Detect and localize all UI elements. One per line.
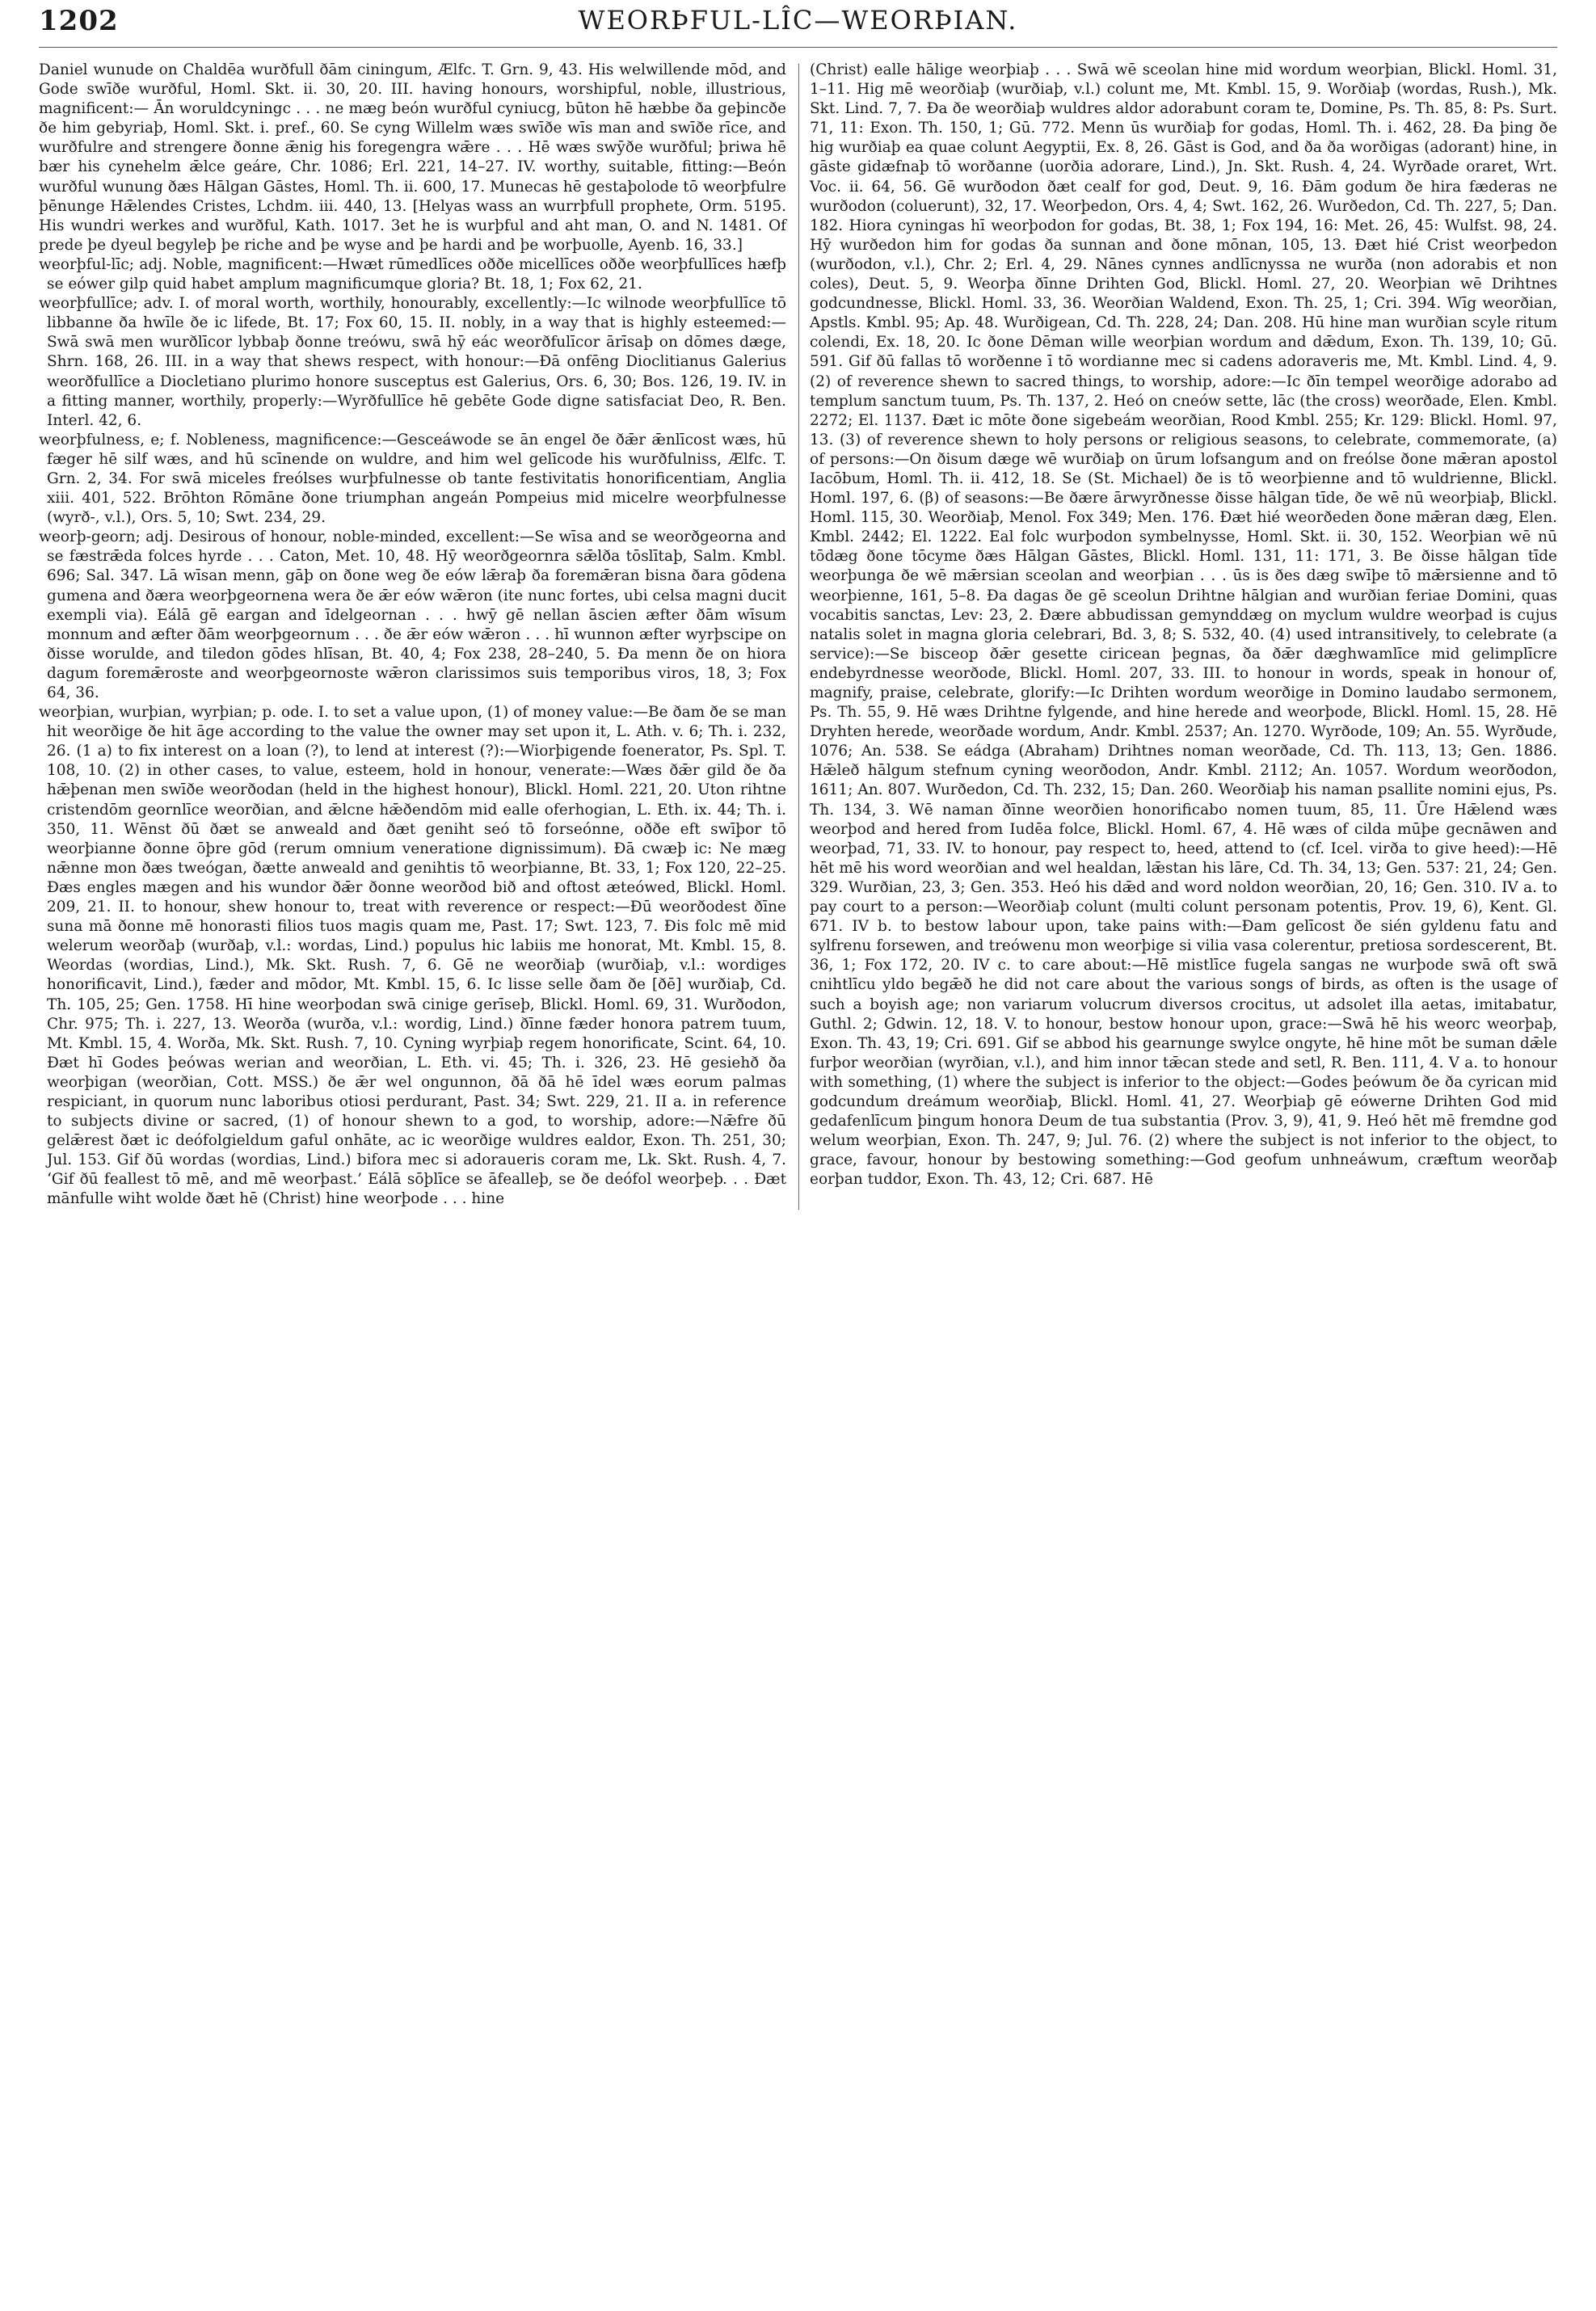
right-column [810, 61, 1557, 1210]
entry-weorth-georn: weorþ-georn; adj. Desirous of honour, noble-minded, excellent:—Se wīsa and se weorðgeorna and se fæstrǣda folces hyrde . . . Caton, Met. 10, 48. Hȳ weorðgeornra sǣlða tōslītaþ, Salm. Kmbl. 696; Sal. 347. Lā wīsan menn, gāþ on ðone weg ðe eów lǣraþ ða foremǣran bisna ðara gōdena gumena and ðæra weorþgeornena wera ðe ǣr eów wǣron (ite nunc fortes, ubi celsa magni ducit exempli via). Eálā gē eargan and īdelgeornan . . . hwȳ gē nellan āscien æfter ðām wīsum monnum and æfter ðām weorþgeornum . . . ðe ǣr eów wǣron . . . hī wunnon æfter wyrþscipe on ðisse worulde, and tiledon gōdes hlīsan, Bt. 40, 4; Fox 238, 28–240, 5. Ða menn ðe on hiora dagum foremǣroste and weorþgeornoste wǣron clarissimos suis temporibus viros, 18, 3; Fox 64, 36. [39, 528, 786, 701]
page-number: 1202 [39, 5, 119, 37]
entry-continuation: Daniel wunude on Chaldēa wurðfull ðām ciningum, Ælfc. T. Grn. 9, 43. His welwillende mōd, and Gode swīðe wurðful, Homl. Skt. ii. 30, 20. III. having honours, worshipful, noble, illustrious, magnificent:— Ān woruldcyningc . . . ne mæg beón wurðful cyniucg, būton hē hæbbe ða geþincðe ðe him gebyriaþ, Homl. Skt. i. pref., 60. Se cyng Willelm wæs swīðe wīs man and swīðe rīce, and wurðfulre and strengere ðonne ǣnig his foregengra wǣre . . . Hē wæs swȳðe wurðful; þriwa hē bær his cynehelm ǣlce geáre, Chr. 1086; Erl. 221, 14–27. IV. worthy, suitable, fitting:—Beón wurðful wunung ðæs Hālgan Gāstes, Homl. Th. ii. 600, 17. Munecas hē gestaþolode tō weorþfulre þēnunge Hǣlendes Cristes, Lchdm. iii. 440, 13. [Helyas wass an wurrþfull prophete, Orm. 5195. His wundri werkes and wurðful, Kath. 1017. 3et he is wurþful and aht man, O. and N. 1481. Of prede þe dyeul begyleþ þe riche and þe wyse and þe hardi and þe worþuolle, Ayenb. 16, 33.] [39, 61, 786, 254]
two-column-body [39, 61, 1557, 1210]
entry-weorthfulness: weorþfulness, e; f. Nobleness, magnificence:—Gesceáwode se ān engel ðe ðǣr ǣnlīcost wæs, hū fæger hē silf wæs, and hū scīnende on wuldre, and him wel gelīcode his wurðfulniss, Ælfc. T. Grn. 2, 34. For swā miceles freólses wurþfulnesse ob tante festivitatis honorificentiam, Anglia xiii. 401, 522. Brōhton Rōmāne ðone triumphan angeán Pompeius mid micelre weorþfulnesse (wyrð-, v.l.), Ors. 5, 10; Swt. 234, 29. [39, 431, 786, 527]
entry-weorthian-continued: (Christ) ealle hālige weorþiaþ . . . Swā wē sceolan hine mid wordum weorþian, Blickl. Homl. 31, 1–11. Hig mē weorðiaþ (wurðiaþ, v.l.) colunt me, Mt. Kmbl. 15, 9. Worðiaþ (wordas, Rush.), Mk. Skt. Lind. 7, 7. Ða ðe weorðiaþ wuldres aldor adorabunt coram te, Domine, Ps. Th. 85, 8: Ps. Surt. 71, 11: Exon. Th. 150, 1; Gū. 772. Menn ūs wurðiaþ for godas, Homl. Th. i. 462, 28. Ða þing ðe hig wurðiaþ ea quae colunt Aegyptii, Ex. 8, 26. Gāst is God, and ða ða worðigas (adorant) hine, in gāste gidæfnaþ tō worðanne (uorðia adorare, Lind.), Jn. Skt. Rush. 4, 24. Wyrðade oraret, Wrt. Voc. ii. 64, 56. Gē wurðodon ðæt cealf for god, Deut. 9, 16. Ðām godum ðe hira fæderas ne wurðodon (coluerunt), 32, 17. Weorþedon, Ors. 4, 4; Swt. 162, 26. Wurðedon, Cd. Th. 227, 5; Dan. 182. Hiora cyningas hī weorþodon for godas, Bt. 38, 1; Fox 194, 16: Met. 26, 45: Wulfst. 98, 24. Hȳ wurðedon him for godas ða sunnan and ðone mōnan, 105, 13. Ðæt hié Crist weorþedon (wurðodon, v.l.), Chr. 2; Erl. 4, 29. Nānes cynnes andlīcnyssa ne wurða (non adorabis et non coles), Deut. 5, 9. Weorþa ðīnne Drihten God, Blickl. Homl. 27, 20. Weorþian wē Drihtnes godcundnesse, Blickl. Homl. 33, 36. Weorðian Waldend, Exon. Th. 25, 1; Cri. 394. Wīg weorðian, Apstls. Kmbl. 95; Ap. 48. Wurðigean, Cd. Th. 228, 24; Dan. 208. Hū hine man wurðian scyle ritum colendi, Ex. 18, 20. Ic ðone Dēman wille weorþian wordum and dǣdum, Exon. Th. 139, 10; Gū. 591. Gif ðū fallas tō worðenne ī tō wordianne mec si cadens adoraveris me, Mt. Kmbl. Lind. 4, 9. (2) of reverence shewn to sacred things, to worship, adore:—Ic ðīn tempel weorðige adorabo ad templum sanctum tuum, Ps. Th. 137, 2. Heó on cneów sette, lāc (the cross) weorðade, Elen. Kmbl. 2272; El. 1137. Ðæt ic mōte ðone sigebeám weorðian, Rood Kmbl. 255; Kr. 129: Blickl. Homl. 97, 13. (3) of reverence shewn to holy persons or religious seasons, to celebrate, commemorate, (a) of persons:—On ðisum dæge wē wurðiaþ on ūrum lofsangum and on freólse ðone mǣran apostol Iacōbum, Homl. Th. ii. 412, 18. Se (St. Michael) ðe is tō weorþienne and tō wuldrienne, Blickl. Homl. 197, 6. (β) of seasons:—Be ðære ārwyrðnesse ðisse hālgan tīde, ðe wē nū weorþiaþ, Blickl. Homl. 115, 30. Weorðiaþ, Menol. Fox 349; Men. 176. Ðæt hié weorðeden ðone mǣran dæg, Elen. Kmbl. 2442; El. 1222. Eal folc wurþodon symbelnysse, Homl. Skt. ii. 30, 152. Weorþian wē nū tōdæg ðone tōcyme ðæs Hālgan Gāstes, Blickl. Homl. 131, 11: 171, 3. Be ðisse hālgan tīde weorþunga ðe wē mǣrsian sceolan and weorþian . . . ūs is ðes dæg swīþe tō mǣrsienne and tō weorþienne, 161, 5–8. Ða dagas ðe gē sceolun Drihtne hālgian and wurðian feriae Domini, quas vocabitis sanctas, Lev: 23, 2. Ðære abbudissan gemynddæg on myclum wuldre weorþad is cujus natalis solet in magna gloria celebrari, Bd. 3, 8; S. 532, 40. (4) used intransitively, to celebrate (a service):—Se bisceop ðǣr gesette ciricean þegnas, ða ðǣr dæghwamlīce mid gelimplīcre endebyrdnesse weorðode, Blickl. Homl. 207, 33. III. to honour in words, speak in honour of, magnify, praise, celebrate, glorify:—Ic Drihten wordum weorðige in Domino laudabo sermonem, Ps. Th. 55, 9. Hē wæs Drihtne fylgende, and hine herede and weorþode, Blickl. Homl. 15, 28. Hē Dryhten herede, weorðade wordum, Andr. Kmbl. 2537; An. 1270. Wyrðode, 109; An. 55. Wyrðude, 1076; An. 538. Se eádga (Abraham) Drihtnes noman weorðade, Cd. Th. 113, 13; Gen. 1886. Hǣleð hālgum stefnum cyning weorðodon, Andr. Kmbl. 2112; An. 1057. Wordum weorðodon, 1611; An. 807. Wurðedon, Cd. Th. 232, 15; Dan. 260. Weorðiaþ his naman psallite nomini ejus, Ps. Th. 134, 3. Wē naman ðīnne weorðien honorificabo nomen tuum, 85, 11. Ūre Hǣlend wæs weorþod and hered from Iudēa folce, Blickl. Homl. 67, 4. Hē wæs of cilda mūþe gecnāwen and weorþad, 71, 33. IV. to honour, pay respect to, heed, attend to (cf. Icel. virða to give heed):—Hē hēt mē his word weorðian and wel healdan, lǣstan his lāre, Cd. Th. 34, 13; Gen. 537: 21, 24; Gen. 329. Wurðian, 23, 3; Gen. 353. Heó his dǣd and word noldon weorðian, 20, 16; Gen. 310. IV a. to pay court to a person:—Weorðiaþ colunt (multi colunt personam potentis, Prov. 19, 6), Kent. Gl. 671. IV b. to bestow labour upon, take pains with:—Ðam gelīcost ðe sién gyldenu fatu and sylfrenu forsewen, and treówenu mon weorþige si vilia vasa colerentur, pretiosa sordescerent, Bt. 36, 1; Fox 172, 20. IV c. to care about:—Hē mistlīce fugela sangas ne wurþode swā oft swā cnihtlīcu yldo begǣð he did not care about the various songs of birds, as often is the usage of such a boyish age; non variarum volucrum diversos crocitus, ut adsolet illa aetas, imitabatur, Guthl. 2; Gdwin. 12, 18. V. to honour, bestow honour upon, grace:—Swā hē his weorc weorþaþ, Exon. Th. 43, 19; Cri. 691. Gif se abbod his gearnunge swylce ongyte, hē hine mōt be suman dǣle furþor weorðian (wyrðian, v.l.), and him innor tǣcan stede and setl, R. Ben. 111, 4. V a. to honour with something, (1) where the subject is inferior to the object:—Godes þeówum ðe ða cyrican mid godcundum dreámum weorðiaþ, Blickl. Homl. 41, 27. Weorþiaþ gē eówerne Drihten God mid gedafenlīcum þingum honora Deum de tua substantia (Prov. 3, 9), 41, 9. Heó hēt mē fremdne god welum weorþian, Exon. Th. 247, 9; Jul. 76. (2) where the subject is not inferior to the object, to grace, favour, honour by bestowing something:—God geofum unhneáwum, cræftum weorðaþ eorþan tuddor, Exon. Th. 43, 12; Cri. 687. Hē [810, 61, 1557, 1189]
column-divider [798, 64, 799, 1210]
page-header [39, 0, 1557, 48]
left-column [39, 61, 786, 1210]
entry-weorthful-lic: weorþful-līc; adj. Noble, magnificent:—Hwæt rūmedlīces oððe micellīces oððe weorþfullīces hæfþ se eówer gilp quid habet amplum magnificumque gloria? Bt. 18, 1; Fox 62, 21. [39, 255, 786, 293]
running-head: WEORÞFUL-LÎC—WEORÞIAN. [578, 5, 1018, 36]
entry-weorthian: weorþian, wurþian, wyrþian; p. ode. I. to set a value upon, (1) of money value:—Be ðam ðe se man hit weorðige ðe hit āge according to the value the owner may set upon it, L. Ath. v. 6; Th. i. 232, 26. (1 a) to fix interest on a loan (?), to lend at interest (?):—Wiorþigende foenerator, Ps. Spl. T. 108, 10. (2) in other cases, to value, esteem, hold in honour, venerate:—Wæs ðǣr gild ðe ða hǣþenan men swīðe weorðodan (held in the highest honour), Blickl. Homl. 221, 20. Uton rihtne cristendōm geornlīce weorðian, and ǣlcne hǣðendōm mid ealle oferhogian, L. Eth. ix. 44; Th. i. 350, 11. Wēnst ðū ðæt se anweald and ðæt geniht seó tō forseónne, oððe eft swīþor tō weorþianne ðonne ōþre gōd (rerum omnium veneratione dignissimum). Ðā cwæþ ic: Ne mæg nǣnne mon ðæs tweógan, ðætte anweald and genihtis tō weorþianne, Bt. 33, 1; Fox 120, 22–25. Ðæs engles mægen and his wundor ðǣr ðonne weorðod bið and oftost æteówed, Blickl. Homl. 209, 21. II. to honour, shew honour to, treat with reverence or respect:—Ðū weorðodest ðīne suna mā ðonne mē honorasti filios tuos magis quam me, Past. 17; Swt. 123, 7. Ðis folc mē mid welerum weorðaþ (wurðaþ, v.l.: wordas, Lind.) populus hic labiis me honorat, Mt. Kmbl. 15, 8. Weordas (wordias, Lind.), Mk. Skt. Rush. 7, 6. Gē ne weorðiaþ (wurðiaþ, v.l.: wordiges honorificavit, Lind.), fæder and mōdor, Mt. Kmbl. 15, 6. Ic lisse selle ðam ðe [ðē] wurðiaþ, Cd. Th. 105, 25; Gen. 1758. Hī hine weorþodan swā cinige gerīseþ, Blickl. Homl. 69, 31. Wurðodon, Chr. 975; Th. i. 227, 13. Weorða (wurða, v.l.: wordig, Lind.) ðīnne fæder honora patrem tuum, Mt. Kmbl. 15, 4. Worða, Mk. Skt. Rush. 7, 10. Cyning wyrþiaþ regem honorificate, Scint. 64, 10. Ðæt hī Godes þeówas werian and weorðian, L. Eth. vi. 45; Th. i. 326, 23. Hē gesiehð ða weorþigan (weorðian, Cott. MSS.) ðe ǣr wel ongunnon, ðā ðā hē īdel wæs eorum palmas respiciant, in quorum nunc laboribus otiosi perdurant, Past. 34; Swt. 229, 21. II a. in reference to subjects divine or sacred, (1) of honour shewn to a god, to worship, adore:—Nǣfre ðū gelǣrest ðæt ic deófolgieldum gaful onhāte, ac ic weorðige wuldres ealdor, Exon. Th. 251, 30; Jul. 153. Gif ðū wordas (wordias, Lind.) bifora mec si adoraueris coram me, Lk. Skt. Rush. 4, 7. ‘Gif ðū feallest tō mē, and mē weorþast.’ Eálā sōþlīce se āfealleþ, se ðe deófol weorþeþ. . . Ðæt mānfulle wiht wolde ðæt hē (Christ) hine weorþode . . . hine [39, 704, 786, 1208]
entry-weorthfullice: weorþfullīce; adv. I. of moral worth, worthily, honourably, excellently:—Ic wilnode weorþfullīce tō libbanne ða hwīle ðe ic lifede, Bt. 17; Fox 60, 15. II. nobly, in a way that is highly esteemed:— Swā swā men wurðlīcor lybbaþ ðonne treówu, swā hȳ eác weorðfulīcor ārīsaþ on dōmes dæge, Shrn. 168, 26. III. in a way that shews respect, with honour:—Ðā onfēng Dioclitianus Galerius weorðfullīce a Diocletiano plurimo honore susceptus est Galerius, Ors. 6, 30; Bos. 126, 19. IV. in a fitting manner, worthily, properly:—Wyrðfullīce hē gebēte Gode digne satisfaciat Deo, R. Ben. Interl. 42, 6. [39, 295, 786, 429]
